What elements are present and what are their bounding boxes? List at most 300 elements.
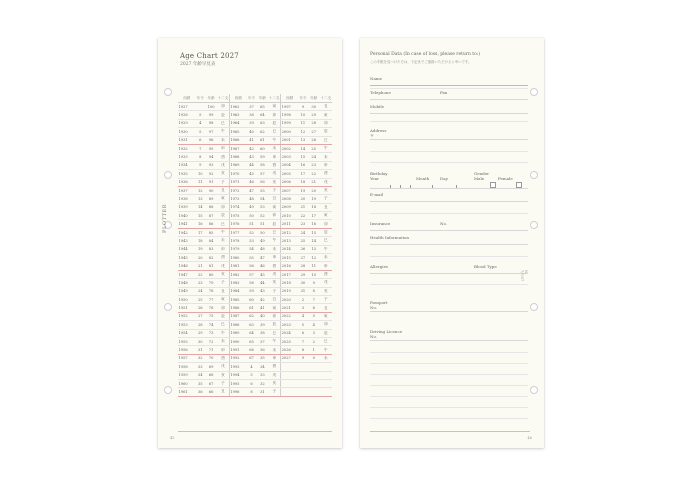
table-row: [178, 212, 332, 220]
cell-zodiac: [320, 388, 332, 396]
blank-rule: [370, 407, 528, 408]
cell-western-year: 1993: [229, 363, 246, 371]
cell-age-years: 69: [205, 363, 217, 371]
cell-age-years: 57: [256, 170, 268, 178]
page-title: Age Chart 2027: [180, 52, 239, 60]
cell-age-years: 67: [205, 379, 217, 387]
cell-zodiac: 申: [268, 354, 280, 362]
cell-zodiac: 辰: [268, 321, 280, 329]
cell-age: 22: [195, 270, 205, 278]
cell-age: 28: [298, 262, 308, 270]
cell-age: 16: [298, 161, 308, 169]
cell-age: [298, 371, 308, 379]
cell-age-years: 89: [205, 195, 217, 203]
cell-western-year: 2013: [281, 237, 298, 245]
cell-zodiac: 亥: [268, 379, 280, 387]
cell-age: 32: [195, 354, 205, 362]
table-row: [178, 186, 332, 194]
cell-age-years: 76: [205, 304, 217, 312]
cell-western-year: 2027: [281, 354, 298, 362]
cell-age: 30: [298, 279, 308, 287]
cell-age: [298, 388, 308, 396]
footer-rule: [370, 431, 530, 432]
cell-western-year: 1996: [229, 388, 246, 396]
cell-age-years: 41: [256, 304, 268, 312]
health-information-field[interactable]: [370, 235, 528, 245]
side-mark: N. 7/7/07: [520, 270, 528, 282]
cell-age-years: 15: [308, 228, 320, 236]
cell-western-year: 2014: [281, 245, 298, 253]
cell-western-year: 1986: [229, 304, 246, 312]
cell-western-year: 2011: [281, 220, 298, 228]
cell-western-year: 1997: [281, 103, 298, 111]
address-field[interactable]: [370, 128, 528, 140]
cell-western-year: 2007: [281, 186, 298, 194]
binder-hole: [164, 386, 172, 394]
cell-zodiac: 申: [320, 161, 332, 169]
cell-age-years: 77: [205, 295, 217, 303]
cell-age: 33: [195, 363, 205, 371]
cell-zodiac: 辰: [217, 212, 229, 220]
cell-age-years: 31: [256, 388, 268, 396]
cell-age-years: 29: [308, 111, 320, 119]
cell-zodiac: 巳: [320, 237, 332, 245]
field-line: [370, 85, 528, 86]
passport-field[interactable]: [370, 300, 528, 312]
cell-western-year: 2010: [281, 212, 298, 220]
cell-age-years: 52: [256, 212, 268, 220]
cell-zodiac: 巳: [268, 228, 280, 236]
cell-age-years: 80: [205, 270, 217, 278]
cell-age: 13: [298, 136, 308, 144]
cell-age: 6: [195, 136, 205, 144]
cell-zodiac: 巳: [268, 128, 280, 136]
cell-age-years: 26: [308, 136, 320, 144]
table-row: [178, 329, 332, 337]
binder-hole: [164, 88, 172, 96]
cell-age: 23: [298, 220, 308, 228]
cell-age: 4: [195, 119, 205, 127]
cell-western-year: 2021: [281, 304, 298, 312]
cell-age: 27: [195, 312, 205, 320]
cell-zodiac: 丑: [320, 103, 332, 111]
cell-age: 45: [247, 170, 257, 178]
header-age-years: 年齢: [205, 94, 217, 103]
cell-western-year: 1952: [178, 312, 195, 320]
cell-western-year: 1994: [229, 371, 246, 379]
table-row: [178, 144, 332, 152]
cell-zodiac: 申: [217, 245, 229, 253]
field-line: [370, 99, 528, 100]
name-field[interactable]: [370, 76, 528, 86]
cell-age-years: 30: [308, 103, 320, 111]
cell-western-year: 1991: [229, 346, 246, 354]
cell-western-year: 1972: [229, 186, 246, 194]
cell-age-years: 59: [256, 153, 268, 161]
personal-data-heading: Personal Data (In case of loss, please return to:): [370, 52, 481, 57]
cell-age: 5: [195, 128, 205, 136]
blank-rule: [370, 418, 528, 419]
header-age-years: 年齢: [308, 94, 320, 103]
telephone-field[interactable]: [370, 90, 528, 100]
field-line: [370, 273, 528, 274]
allergies-field[interactable]: [370, 264, 528, 274]
cell-zodiac: 午: [217, 329, 229, 337]
table-row: [178, 388, 332, 396]
mobile-field[interactable]: [370, 104, 528, 114]
table-row: [178, 363, 332, 371]
cell-age: 5: [298, 321, 308, 329]
cell-zodiac: 卯: [268, 212, 280, 220]
cell-age-years: 58: [256, 161, 268, 169]
cell-zodiac: 巳: [217, 321, 229, 329]
cell-zodiac: 未: [217, 136, 229, 144]
cell-western-year: 1941: [178, 220, 195, 228]
cell-zodiac: 午: [320, 144, 332, 152]
cell-age-years: 50: [256, 228, 268, 236]
cell-age-years: 70: [205, 354, 217, 362]
cell-age: 9: [298, 103, 308, 111]
cell-western-year: 2012: [281, 228, 298, 236]
cell-age-years: 27: [308, 128, 320, 136]
table-row: [178, 312, 332, 320]
cell-zodiac: 未: [268, 346, 280, 354]
cell-age: 47: [247, 186, 257, 194]
table-row: [178, 287, 332, 295]
cell-western-year: 1980: [229, 254, 246, 262]
cell-age: 26: [195, 304, 205, 312]
birthday-field[interactable]: [370, 171, 528, 189]
cell-age-years: 61: [256, 136, 268, 144]
cell-zodiac: 午: [268, 136, 280, 144]
cell-western-year: 1950: [178, 295, 195, 303]
email-field[interactable]: [370, 192, 528, 202]
cell-western-year: 1943: [178, 237, 195, 245]
cell-age-years: 43: [256, 287, 268, 295]
header-zodiac: 十二支: [268, 94, 280, 103]
header-western-year: 西暦: [229, 94, 246, 103]
cell-age: 24: [298, 228, 308, 236]
cell-zodiac: 未: [217, 337, 229, 345]
cell-zodiac: 未: [320, 354, 332, 362]
cell-age-years: 22: [308, 170, 320, 178]
cell-western-year: 2009: [281, 203, 298, 211]
cell-zodiac: 未: [217, 237, 229, 245]
cell-age-years: 84: [205, 237, 217, 245]
cell-western-year: 1931: [178, 136, 195, 144]
age-chart-table: [178, 94, 332, 397]
cell-age: 9: [195, 161, 205, 169]
postal-mark: 〒: [370, 133, 374, 138]
cell-zodiac: 卯: [320, 220, 332, 228]
cell-zodiac: 申: [320, 262, 332, 270]
cell-zodiac: 子: [217, 178, 229, 186]
cell-age: 12: [195, 186, 205, 194]
cell-age-years: 51: [256, 220, 268, 228]
cell-zodiac: 午: [268, 337, 280, 345]
cell-western-year: 1966: [229, 136, 246, 144]
cell-age: 31: [298, 287, 308, 295]
table-row: [178, 195, 332, 203]
cell-age-years: 96: [205, 136, 217, 144]
cell-age: 66: [247, 346, 257, 354]
cell-age-years: 37: [256, 337, 268, 345]
cell-zodiac: 巳: [217, 119, 229, 127]
cell-zodiac: 酉: [217, 254, 229, 262]
table-row: [178, 170, 332, 178]
cell-zodiac: 巳: [268, 329, 280, 337]
cell-age: 28: [195, 321, 205, 329]
male-label: Male: [474, 176, 485, 181]
cell-zodiac: 未: [268, 144, 280, 152]
cell-western-year: 2001: [281, 136, 298, 144]
cell-age-years: 42: [256, 295, 268, 303]
mobile-label: Mobile: [370, 104, 384, 109]
cell-age-years: 40: [256, 312, 268, 320]
cell-age-years: 13: [308, 245, 320, 253]
cell-western-year: 1939: [178, 203, 195, 211]
cell-age-years: 60: [256, 144, 268, 152]
field-line: [370, 311, 528, 312]
table-row: [178, 371, 332, 379]
binder-hole: [164, 171, 172, 179]
cell-zodiac: 子: [268, 186, 280, 194]
cell-age-years: 7: [308, 295, 320, 303]
blood-type-label: Blood Type: [474, 264, 497, 269]
cell-age: 3: [298, 304, 308, 312]
cell-age-years: 45: [256, 270, 268, 278]
cell-age-years: 5: [308, 312, 320, 320]
cell-age-years: 14: [308, 237, 320, 245]
table-row: [178, 321, 332, 329]
day-label: Day: [440, 176, 448, 181]
cell-age: 51: [247, 220, 257, 228]
cell-age-years: 98: [205, 119, 217, 127]
insurance-no-label: No.: [440, 221, 448, 226]
cell-age-years: 91: [205, 178, 217, 186]
cell-age-years: 83: [205, 245, 217, 253]
insurance-field[interactable]: [370, 221, 528, 231]
cell-western-year: 1969: [229, 161, 246, 169]
cell-zodiac: 未: [320, 254, 332, 262]
cell-age-years: 6: [308, 304, 320, 312]
cell-age-years: 11: [308, 262, 320, 270]
cell-western-year: 1979: [229, 245, 246, 253]
cell-age-years: 66: [205, 388, 217, 396]
cell-age-years: [308, 388, 320, 396]
cell-age-years: 39: [256, 321, 268, 329]
cell-age: 39: [247, 119, 257, 127]
cell-age: 31: [195, 346, 205, 354]
cell-zodiac: 申: [217, 144, 229, 152]
cell-zodiac: 酉: [217, 153, 229, 161]
cell-age: 24: [195, 287, 205, 295]
cell-age-years: 47: [256, 254, 268, 262]
table-row: [178, 237, 332, 245]
cell-zodiac: 寅: [217, 195, 229, 203]
personal-data-heading-jp: この手帳を見つけた方は、下記までご連絡いただけると幸いです。: [370, 60, 472, 64]
cell-western-year: 1984: [229, 287, 246, 295]
cell-zodiac: 卯: [217, 304, 229, 312]
cell-age: 5: [247, 371, 257, 379]
cell-age: 19: [195, 245, 205, 253]
cell-western-year: 2015: [281, 254, 298, 262]
cell-zodiac: 卯: [320, 321, 332, 329]
cell-age: 4: [298, 312, 308, 320]
cell-western-year: 1965: [229, 128, 246, 136]
cell-western-year: 1977: [229, 228, 246, 236]
cell-age: 36: [195, 388, 205, 396]
cell-age: 53: [247, 237, 257, 245]
cell-western-year: 1942: [178, 228, 195, 236]
cell-age-years: 24: [308, 153, 320, 161]
cell-western-year: 1995: [229, 379, 246, 387]
cell-age: 48: [247, 195, 257, 203]
cell-age-years: 0: [308, 354, 320, 362]
cell-western-year: 1989: [229, 329, 246, 337]
cell-zodiac: 酉: [320, 270, 332, 278]
cell-zodiac: 亥: [320, 186, 332, 194]
cell-zodiac: 寅: [268, 203, 280, 211]
page-number: 46: [527, 436, 532, 440]
cell-zodiac: 酉: [268, 262, 280, 270]
binder-hole: [530, 221, 538, 229]
cell-western-year: 1976: [229, 220, 246, 228]
cell-age: [298, 379, 308, 387]
cell-age: 8: [247, 388, 257, 396]
cell-western-year: 2023: [281, 321, 298, 329]
field-line: [370, 188, 528, 189]
cell-zodiac: 午: [320, 346, 332, 354]
cell-western-year: 2008: [281, 195, 298, 203]
insurance-label: Insurance: [370, 221, 391, 226]
field-line: [370, 340, 528, 341]
cell-age-years: [308, 371, 320, 379]
cell-age-years: 23: [308, 161, 320, 169]
cell-age: 14: [195, 203, 205, 211]
cell-western-year: 1968: [229, 153, 246, 161]
cell-age: 54: [247, 245, 257, 253]
cell-age-years: 17: [308, 212, 320, 220]
cell-western-year: 1957: [178, 354, 195, 362]
cell-western-year: 1961: [178, 388, 195, 396]
cell-age: 43: [247, 153, 257, 161]
cell-age-years: 65: [256, 103, 268, 111]
cell-age-years: 49: [256, 237, 268, 245]
cell-western-year: 1999: [281, 119, 298, 127]
cell-western-year: 1959: [178, 371, 195, 379]
cell-age: 64: [247, 329, 257, 337]
cell-age: 50: [247, 212, 257, 220]
footer-rule: [178, 431, 332, 432]
cell-zodiac: 寅: [320, 212, 332, 220]
cell-age-years: 79: [205, 279, 217, 287]
blank-rule: [370, 385, 528, 386]
cell-age: 15: [195, 212, 205, 220]
cell-age: 9: [298, 354, 308, 362]
cell-age: 49: [247, 203, 257, 211]
table-row: [178, 178, 332, 186]
cell-western-year: 2022: [281, 312, 298, 320]
cell-age-years: 74: [205, 321, 217, 329]
cell-zodiac: 寅: [320, 312, 332, 320]
cell-zodiac: 辰: [320, 329, 332, 337]
cell-age-years: 9: [308, 279, 320, 287]
cell-age-years: [308, 379, 320, 387]
cell-zodiac: 卯: [217, 103, 229, 111]
cell-zodiac: 酉: [268, 363, 280, 371]
cell-western-year: 1963: [229, 111, 246, 119]
cell-western-year: 1955: [178, 337, 195, 345]
cell-zodiac: 辰: [320, 228, 332, 236]
cell-western-year: 1932: [178, 144, 195, 152]
driving-licence-field[interactable]: [370, 329, 528, 341]
cell-western-year: 1971: [229, 178, 246, 186]
cell-age: 61: [247, 304, 257, 312]
table-row: [178, 295, 332, 303]
cell-age-years: 32: [256, 379, 268, 387]
cell-age-years: 54: [256, 195, 268, 203]
cell-age-years: 90: [205, 186, 217, 194]
cell-zodiac: 子: [217, 279, 229, 287]
cell-zodiac: 子: [217, 379, 229, 387]
cell-age-years: 78: [205, 287, 217, 295]
binder-hole: [530, 386, 538, 394]
cell-zodiac: 未: [268, 245, 280, 253]
cell-zodiac: 巳: [320, 337, 332, 345]
field-line: [370, 201, 528, 202]
header-age-years: 年齢: [256, 94, 268, 103]
cell-age: 18: [298, 178, 308, 186]
cell-age-years: [308, 363, 320, 371]
cell-zodiac: 亥: [217, 270, 229, 278]
table-row: [178, 228, 332, 236]
cell-age: 19: [298, 186, 308, 194]
cell-western-year: 1956: [178, 346, 195, 354]
cell-western-year: 1981: [229, 262, 246, 270]
cell-western-year: 1949: [178, 287, 195, 295]
cell-zodiac: 未: [320, 153, 332, 161]
header-zodiac: 十二支: [217, 94, 229, 103]
table-row: [178, 379, 332, 387]
cell-age: 40: [247, 128, 257, 136]
cell-age: 17: [298, 170, 308, 178]
binder-hole: [530, 171, 538, 179]
cell-western-year: 1951: [178, 304, 195, 312]
cell-western-year: 2026: [281, 346, 298, 354]
cell-zodiac: [320, 371, 332, 379]
binder-hole: [164, 303, 172, 311]
cell-age-years: 95: [205, 144, 217, 152]
cell-age: 25: [195, 295, 205, 303]
cell-age-years: 18: [308, 203, 320, 211]
page-number: 45: [170, 436, 175, 440]
field-line: [370, 139, 528, 140]
driving-licence-label: Driving Licence: [370, 329, 403, 334]
table-row: [178, 161, 332, 169]
cell-zodiac: 亥: [268, 279, 280, 287]
cell-western-year: [281, 379, 298, 387]
header-age: 年令: [247, 94, 257, 103]
cell-age-years: 97: [205, 128, 217, 136]
field-rule: [370, 151, 528, 152]
email-label: E-mail: [370, 192, 384, 197]
cell-zodiac: [320, 379, 332, 387]
table-row: [178, 270, 332, 278]
cell-zodiac: 巳: [217, 220, 229, 228]
cell-western-year: 2006: [281, 178, 298, 186]
cell-age-years: 86: [205, 220, 217, 228]
